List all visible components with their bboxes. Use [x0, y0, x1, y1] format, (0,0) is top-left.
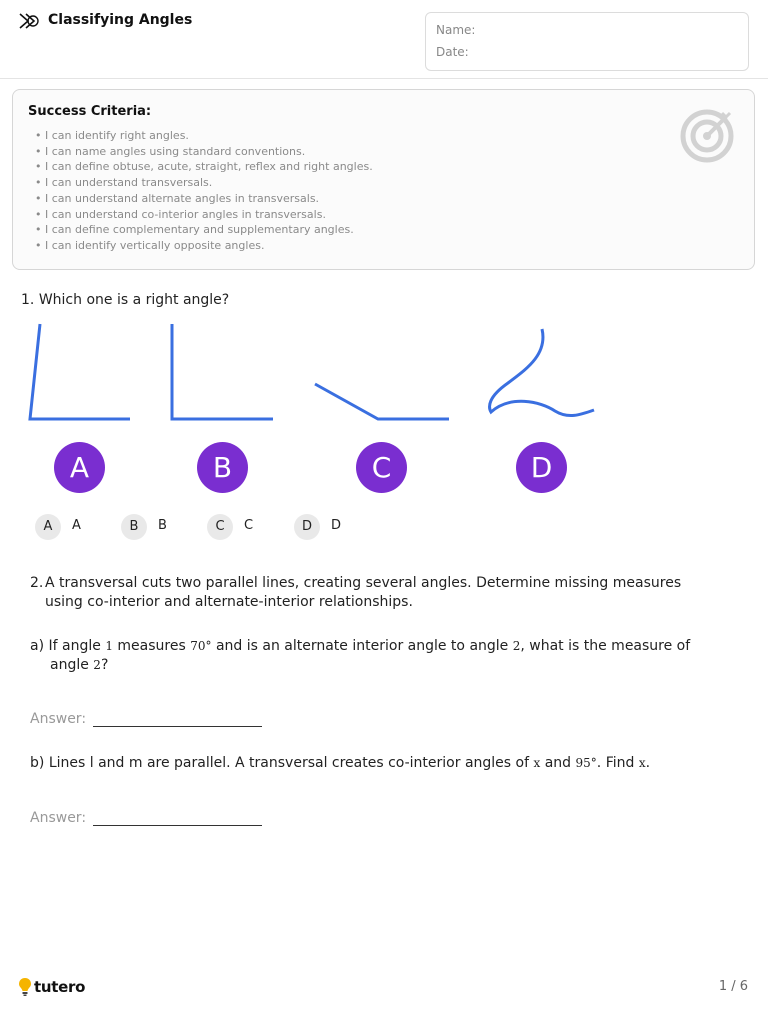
part-b-prefix: b) — [30, 755, 45, 771]
part-a-prefix: a) — [30, 638, 45, 654]
question-1-text: Which one is a right angle? — [38, 292, 230, 308]
answer-field-a[interactable] — [93, 726, 262, 727]
part-a-text: measures — [112, 638, 191, 654]
criteria-item: • I can define complementary and supplementary angles. — [35, 222, 373, 238]
math-angle-2: 2 — [512, 639, 521, 653]
part-a-text: If angle — [48, 638, 106, 654]
part-a-line-2 — [30, 656, 730, 675]
question-1 — [21, 291, 229, 310]
name-date-box[interactable] — [425, 12, 749, 71]
angle-shapes — [0, 315, 768, 430]
option-key: C — [207, 514, 233, 540]
name-label: Name: — [436, 23, 476, 37]
part-b-text: Lines l and m are parallel. A transversal creates co-interior angles of — [48, 755, 534, 771]
page-title: Classifying Angles — [48, 12, 193, 28]
shape-label-c: C — [356, 442, 407, 493]
criteria-item: • I can identify right angles. — [35, 128, 373, 144]
option-text: B — [158, 518, 167, 533]
question-2b — [30, 754, 750, 773]
shape-label-b: B — [197, 442, 248, 493]
criteria-item: • I can understand co-interior angles in transversals. — [35, 207, 373, 223]
page-header — [0, 0, 768, 79]
question-2-number: 2. — [30, 575, 44, 591]
math-x: x — [533, 756, 541, 770]
math-95-degrees: 95° — [575, 756, 597, 770]
criteria-item: • I can understand transversals. — [35, 175, 373, 191]
criteria-item: • I can name angles using standard conventions. — [35, 144, 373, 160]
criteria-heading: Success Criteria: — [28, 104, 152, 119]
option-key: B — [121, 514, 147, 540]
option-key: D — [294, 514, 320, 540]
chevron-logo-icon — [18, 12, 40, 30]
angle-shape-d — [490, 329, 594, 416]
math-x: x — [638, 756, 646, 770]
criteria-item: • I can understand alternate angles in transversals. — [35, 191, 373, 207]
option-text: C — [244, 518, 254, 533]
question-2-line: A transversal cuts two parallel lines, creating several angles. Determine missing measures — [45, 575, 682, 591]
question-2a — [30, 637, 730, 675]
option-text: D — [331, 518, 342, 533]
part-a-text: and is an alternate interior angle to angle — [211, 638, 513, 654]
part-a-text: ? — [100, 657, 109, 673]
option-text: A — [72, 518, 81, 533]
math-angle-1: 1 — [105, 639, 113, 653]
question-2-line: using co-interior and alternate-interior relationships. — [45, 594, 413, 610]
shape-label-a: A — [54, 442, 105, 493]
question-1-number: 1. — [21, 292, 35, 308]
criteria-list — [35, 128, 373, 254]
part-b-text: . — [645, 755, 651, 771]
answer-label-b: Answer: — [30, 810, 87, 826]
part-a-text: , what is the measure of — [520, 638, 691, 654]
criteria-item: • I can identify vertically opposite angles. — [35, 238, 373, 254]
math-70-degrees: 70° — [190, 639, 212, 653]
success-criteria-box — [12, 89, 755, 270]
answer-label-a: Answer: — [30, 711, 87, 727]
date-label: Date: — [436, 45, 469, 59]
angle-shape-a — [30, 324, 130, 419]
part-b-text: and — [540, 755, 576, 771]
math-angle-2: 2 — [93, 658, 101, 672]
question-2-text — [45, 574, 745, 612]
brand-name: tutero — [34, 978, 86, 996]
target-icon — [680, 107, 736, 163]
answer-field-b[interactable] — [93, 825, 262, 826]
part-a-text: angle — [50, 657, 94, 673]
lightbulb-icon — [18, 977, 32, 997]
shape-label-d: D — [516, 442, 567, 493]
page-number: 1 / 6 — [718, 979, 748, 994]
criteria-item: • I can define obtuse, acute, straight, reflex and right angles. — [35, 159, 373, 175]
angle-shape-b — [172, 324, 273, 419]
option-key: A — [35, 514, 61, 540]
part-b-text: . Find — [596, 755, 639, 771]
angle-shape-c — [315, 384, 449, 419]
